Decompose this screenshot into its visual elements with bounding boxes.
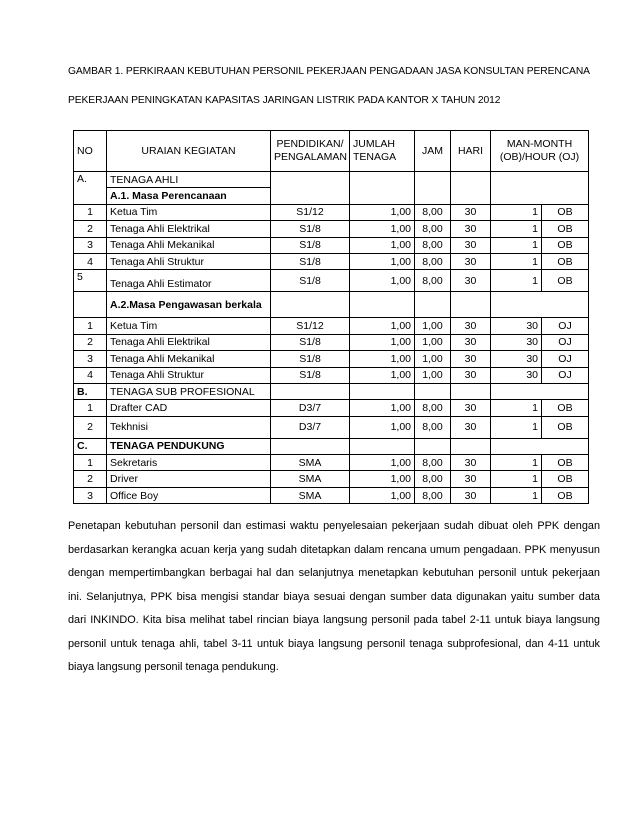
table-cell: 1,00 [350, 400, 415, 416]
table-cell: 8,00 [415, 204, 451, 220]
table-cell: Sekretaris [107, 455, 271, 471]
table-cell: SMA [271, 471, 350, 487]
table-cell [415, 438, 451, 454]
table-cell: 30 [451, 416, 491, 438]
table-cell: Drafter CAD [107, 400, 271, 416]
subsection-title: A.2.Masa Pengawasan berkala [107, 292, 271, 318]
table-cell: 1,00 [350, 253, 415, 269]
table-cell: OJ [542, 367, 589, 383]
table-cell: 1,00 [415, 334, 451, 350]
table-cell: 30 [451, 400, 491, 416]
header-manmonth: MAN-MONTH (OB)/HOUR (OJ) [491, 131, 589, 172]
table-cell: OB [542, 237, 589, 253]
table-cell: 30 [491, 334, 542, 350]
table-cell: Office Boy [107, 487, 271, 503]
table-cell: 1 [491, 221, 542, 237]
table-cell: 30 [451, 253, 491, 269]
table-cell: 30 [491, 351, 542, 367]
table-cell [451, 172, 491, 205]
table-cell: 8,00 [415, 270, 451, 292]
table-cell: S1/8 [271, 334, 350, 350]
table-cell: OB [542, 204, 589, 220]
table-cell: 30 [451, 204, 491, 220]
table-cell: OB [542, 455, 589, 471]
table-cell: 2 [74, 221, 107, 237]
table-cell: 30 [451, 487, 491, 503]
section-no: B. [74, 383, 107, 399]
table-cell: Tenaga Ahli Elektrikal [107, 334, 271, 350]
section-title: TENAGA AHLI [107, 172, 271, 188]
table-cell: OB [542, 270, 589, 292]
table-header-row [74, 131, 589, 172]
table-cell [415, 383, 451, 399]
table-cell: OB [542, 221, 589, 237]
table-cell: 1,00 [350, 416, 415, 438]
table-cell: 30 [451, 318, 491, 334]
table-cell: SMA [271, 487, 350, 503]
table-cell: 1 [491, 237, 542, 253]
personnel-table [73, 130, 589, 504]
table-cell: D3/7 [271, 416, 350, 438]
caption-line-1: GAMBAR 1. PERKIRAAN KEBUTUHAN PERSONIL PEKERJAAN PENGADAAN JASA KONSULTAN PERENCANA [68, 66, 590, 77]
table-cell: 30 [451, 471, 491, 487]
table-cell: 1,00 [350, 237, 415, 253]
table-cell: 1,00 [350, 367, 415, 383]
table-cell: 1 [491, 253, 542, 269]
table-cell: 2 [74, 334, 107, 350]
table-cell: 30 [451, 221, 491, 237]
table-cell: 30 [451, 237, 491, 253]
table-cell: OJ [542, 351, 589, 367]
table-cell: S1/12 [271, 204, 350, 220]
table-row [74, 367, 589, 383]
table-cell: OB [542, 400, 589, 416]
table-cell: 8,00 [415, 455, 451, 471]
table-cell: 1,00 [415, 351, 451, 367]
section-no: C. [74, 438, 107, 454]
table-cell: 2 [74, 416, 107, 438]
table-cell [350, 292, 415, 318]
table-cell: Tenaga Ahli Struktur [107, 253, 271, 269]
table-cell [451, 438, 491, 454]
table-cell: OJ [542, 318, 589, 334]
table-cell: 1,00 [350, 334, 415, 350]
table-cell: Tekhnisi [107, 416, 271, 438]
table-cell: 1 [74, 455, 107, 471]
section-row [74, 172, 589, 188]
table-cell [271, 383, 350, 399]
table-cell: Ketua Tim [107, 318, 271, 334]
table-cell: 1,00 [350, 351, 415, 367]
table-cell: 1,00 [350, 318, 415, 334]
table-cell [271, 172, 350, 205]
table-cell: 1,00 [350, 455, 415, 471]
table-cell: 5 [74, 270, 107, 292]
table-cell: 1 [74, 400, 107, 416]
subsection-row [74, 292, 589, 318]
table-row [74, 400, 589, 416]
table-cell: Tenaga Ahli Mekanikal [107, 351, 271, 367]
table-cell: 8,00 [415, 400, 451, 416]
table-cell [451, 292, 491, 318]
header-no: NO [74, 131, 107, 172]
body-paragraph: Penetapan kebutuhan personil dan estimasi waktu penyelesaian pekerjaan sudah dibuat oleh PPK dengan berdasarkan kerangka acuan kerja yang sudah ditetapkan dalam rencana umum pengadaan. PPK menyusun dengan mempertimbangkan berbagai hal dan selanjutnya menetapkan kebutuhan personil untuk pekerjaan ini. Selanjutnya, PPK bisa mengisi standar biaya sesuai dengan sumber data digunakan yaitu sumber data dari INKINDO. Kita bisa melihat tabel rincian biaya langsung personil pada tabel 2-11 untuk biaya langsung personil untuk tenaga ahli, tabel 3-11 untuk biaya langsung personil tenaga subprofesional, dan 4-11 untuk biaya langsung personil tenaga pendukung. [68, 520, 600, 673]
table-cell: 30 [491, 318, 542, 334]
table-cell: 3 [74, 351, 107, 367]
table-cell: 8,00 [415, 237, 451, 253]
table-cell: 1 [491, 455, 542, 471]
table-cell [451, 383, 491, 399]
table-cell: 30 [451, 270, 491, 292]
table-row [74, 334, 589, 350]
table-cell: S1/8 [271, 253, 350, 269]
header-jam: JAM [415, 131, 451, 172]
table-cell: 1 [491, 416, 542, 438]
table-cell: 1,00 [415, 367, 451, 383]
table-row [74, 204, 589, 220]
table-cell: 1 [491, 471, 542, 487]
table-cell: 4 [74, 253, 107, 269]
table-cell: 1 [491, 270, 542, 292]
table-cell: OB [542, 471, 589, 487]
table-cell: 30 [451, 367, 491, 383]
table-cell [415, 172, 451, 205]
table-cell: S1/12 [271, 318, 350, 334]
table-cell: Tenaga Ahli Elektrikal [107, 221, 271, 237]
table-cell: 4 [74, 367, 107, 383]
table-row [74, 221, 589, 237]
section-no: A. [74, 172, 107, 205]
table-row [74, 237, 589, 253]
table-cell: 1 [491, 400, 542, 416]
table-cell [491, 383, 589, 399]
header-jumlah: JUMLAH TENAGA [350, 131, 415, 172]
table-cell: S1/8 [271, 221, 350, 237]
table-cell: 30 [451, 455, 491, 471]
header-uraian: URAIAN KEGIATAN [107, 131, 271, 172]
table-cell: SMA [271, 455, 350, 471]
table-row [74, 416, 589, 438]
table-cell: 30 [491, 367, 542, 383]
table-cell [350, 172, 415, 205]
table-cell [491, 438, 589, 454]
table-row [74, 351, 589, 367]
section-title: TENAGA SUB PROFESIONAL [107, 383, 271, 399]
table-cell: OB [542, 487, 589, 503]
header-pendidikan: PENDIDIKAN/ PENGALAMAN [271, 131, 350, 172]
table-cell [74, 292, 107, 318]
table-cell [415, 292, 451, 318]
table-cell: OB [542, 416, 589, 438]
table-cell: 2 [74, 471, 107, 487]
table-cell: 1 [74, 204, 107, 220]
table-cell: 1,00 [350, 487, 415, 503]
table-cell: OJ [542, 334, 589, 350]
table-cell: 8,00 [415, 471, 451, 487]
table-row [74, 253, 589, 269]
table-cell [491, 292, 589, 318]
table-cell [271, 292, 350, 318]
table-cell: 8,00 [415, 487, 451, 503]
table-cell: S1/8 [271, 237, 350, 253]
table-cell: Tenaga Ahli Mekanikal [107, 237, 271, 253]
table-row [74, 318, 589, 334]
table-cell [271, 438, 350, 454]
subsection-title: A.1. Masa Perencanaan [107, 188, 271, 204]
table-cell: 1,00 [350, 270, 415, 292]
table-cell: S1/8 [271, 367, 350, 383]
table-cell: S1/8 [271, 270, 350, 292]
table-cell: OB [542, 253, 589, 269]
table-cell: 8,00 [415, 221, 451, 237]
table-cell: Tenaga Ahli Estimator [107, 270, 271, 292]
table-cell: 3 [74, 487, 107, 503]
table-cell: 1,00 [350, 471, 415, 487]
section-row [74, 438, 589, 454]
table-cell: 1 [491, 204, 542, 220]
header-hari: HARI [451, 131, 491, 172]
table-cell: 8,00 [415, 253, 451, 269]
table-row [74, 487, 589, 503]
table-cell: 8,00 [415, 416, 451, 438]
section-row [74, 383, 589, 399]
table-row [74, 471, 589, 487]
table-cell: Tenaga Ahli Struktur [107, 367, 271, 383]
table-cell: 30 [451, 351, 491, 367]
table-cell: 1,00 [350, 221, 415, 237]
table-cell [350, 438, 415, 454]
table-cell: 3 [74, 237, 107, 253]
table-cell [491, 172, 589, 205]
table-cell: 1 [74, 318, 107, 334]
table-cell: 30 [451, 334, 491, 350]
table-cell: Driver [107, 471, 271, 487]
table-cell: Ketua Tim [107, 204, 271, 220]
table-cell: D3/7 [271, 400, 350, 416]
table-cell: 1,00 [415, 318, 451, 334]
table-cell [350, 383, 415, 399]
table-row [74, 455, 589, 471]
section-title: TENAGA PENDUKUNG [107, 438, 271, 454]
table-cell: S1/8 [271, 351, 350, 367]
table-cell: 1 [491, 487, 542, 503]
table-row [74, 270, 589, 292]
caption-line-2: PEKERJAAN PENINGKATAN KAPASITAS JARINGAN LISTRIK PADA KANTOR X TAHUN 2012 [68, 95, 501, 106]
table-cell: 1,00 [350, 204, 415, 220]
